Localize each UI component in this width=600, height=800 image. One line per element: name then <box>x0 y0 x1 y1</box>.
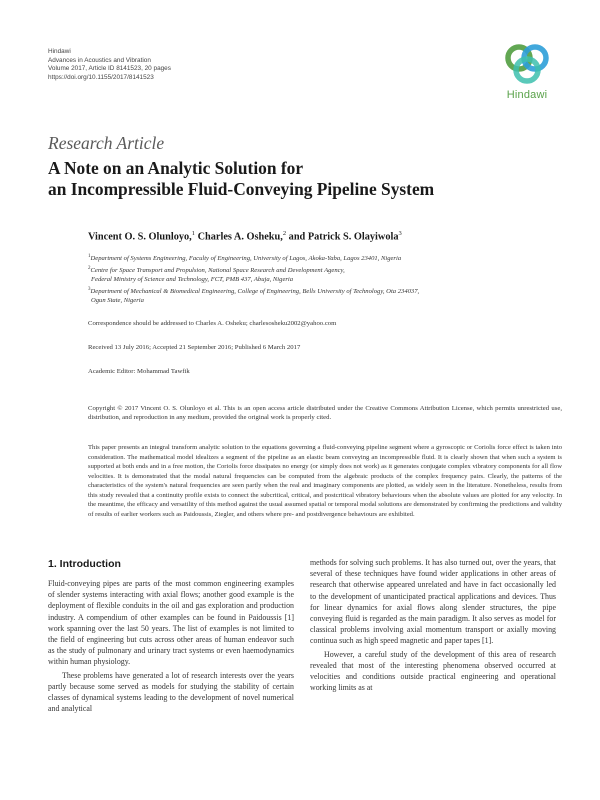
author-list <box>88 230 402 242</box>
article-title <box>48 158 568 200</box>
paragraph: Fluid-conveying pipes are parts of the most common engineering examples of slender systems interacting with axial flows; another good example is the deployment of flexible conduits in the oil and gas exploration and production industry. A compendium of other examples can be found in Paidoussis [1] work spanning over the last 50 years. The list of examples is not limited to the field of engineering but cuts across other areas of human endeavor such as the study of pulmonary and urinary tract systems or even haemodynamics within human physiology. <box>48 579 294 667</box>
hindawi-logo-text: Hindawi <box>506 89 548 101</box>
body-column-right <box>310 557 556 693</box>
affiliation-3-cont: Ogun State, Nigeria <box>91 297 144 305</box>
author-2-affil: 2 <box>282 230 287 237</box>
journal-meta <box>48 48 171 82</box>
affiliation-1: $^1$Department of Systems Engineering, Faculty of Engineering, University of Lagos, Akoka-Yaba, Lagos 23401, Nigeria <box>88 254 402 263</box>
affiliations <box>88 252 558 306</box>
hindawi-logo-icon <box>501 42 553 86</box>
affiliation-3: $^3$Department of Mechanical & Biomedical Engineering, College of Engineering, Bells University of Technology, Ota 234037, <box>88 286 420 295</box>
article-type: Research Article <box>48 133 165 153</box>
volume-line: Volume 2017, Article ID 8141523, 20 pages <box>48 65 171 73</box>
title-line-2: an Incompressible Fluid-Conveying Pipeline System <box>48 179 435 199</box>
body-column-left <box>48 578 294 714</box>
affiliation-2-cont: Federal Ministry of Science and Technology, FCT, PMB 437, Abuja, Nigeria <box>91 276 294 284</box>
author-1[interactable]: Vincent O. S. Olunloyo, <box>88 231 192 243</box>
publication-dates: Received 13 July 2016; Accepted 21 September 2016; Published 6 March 2017 <box>88 344 301 351</box>
author-3-affil: 3 <box>398 230 402 237</box>
paragraph: However, a careful study of the development of this area of research revealed that most of the interesting phenomena observed occurred at velocities and conditions outside practical engineering and operational working limits as at <box>310 649 556 693</box>
publisher-name: Hindawi <box>48 48 71 55</box>
title-line-1: A Note on an Analytic Solution for <box>48 158 304 178</box>
copyright-notice: Copyright © 2017 Vincent O. S. Olunloyo et al. This is an open access article distributed under the Creative Commons Attribution License, which permits unrestricted use, distribution, and reproduction in any medium, provided the original work is properly cited. <box>88 405 562 422</box>
journal-name: Advances in Acoustics and Vibration <box>48 56 151 64</box>
author-2[interactable]: Charles A. Osheku, <box>197 231 283 243</box>
doi-link[interactable]: https://doi.org/10.1155/2017/8141523 <box>48 73 154 81</box>
academic-editor: Academic Editor: Mohammad Tawfik <box>88 368 190 375</box>
hindawi-logo[interactable] <box>496 42 558 106</box>
paragraph: These problems have generated a lot of research interests over the years partly because some served as models for studying the stability of certain classes of dynamical systems leading to the development of novel numerical and analytical <box>48 670 294 714</box>
abstract: This paper presents an integral transform analytic solution to the equations governing a fluid-conveying pipeline segment where a gyroscopic or Coriolis force effect is taken into consideration. The mathematical model idealizes a segment of the pipeline as an elastic beam conveying an incompressible fluid. It is clearly shown that when such a system is supported at both ends and in a free motion, the Coriolis force dissipates no energy (or simply does not work) as it generates conjugate complex vibratory components for all flow velocities. It is demonstrated that the modal natural frequencies can be computed from the algebraic products of the complex frequency pairs. Clearly, the patterns of the characteristics of the system's natural frequencies are seen partly when the real and imaginary components are plotted, as widely seen in the literature. Nonetheless, results from this study revealed that a continuity profile exists to connect the subcritical, critical, and postcritical vibratory behaviours when the absolute values are plotted for any velocity. In the meantime, the efficacy and versatility of this method against the usual assumed spatial or temporal modal solutions are demonstrated by confirming the predictions and validity of results of earlier workers such as Paidoussis, Ziegler, and others where pre- and postdivergence behaviours are exhibited. <box>88 444 562 518</box>
correspondence[interactable]: Correspondence should be addressed to Charles A. Osheku; charlesosheku2002@yahoo.com <box>88 320 337 327</box>
affiliation-2: $^2$Centre for Space Transport and Propulsion, National Space Research and Development Agency, <box>88 265 345 274</box>
section-heading: 1. Introduction <box>48 558 121 570</box>
author-1-affil: 1 <box>191 230 195 237</box>
author-3[interactable]: and Patrick S. Olayiwola <box>288 231 399 243</box>
paragraph: methods for solving such problems. It has also turned out, over the years, that several of these techniques have found wider applications in other areas of research that otherwise appeared unrelated and have in fact occasionally led to the development of unanticipated practical applications and devices. Thus for linear dynamics for axial flows along slender structures, the pipe conveying fluid is regarded as the main paradigm. It also serves as model for classical problems involving axial momentum transport or axially moving continua such as high speed magnetic and paper tapes [1]. <box>310 558 556 646</box>
